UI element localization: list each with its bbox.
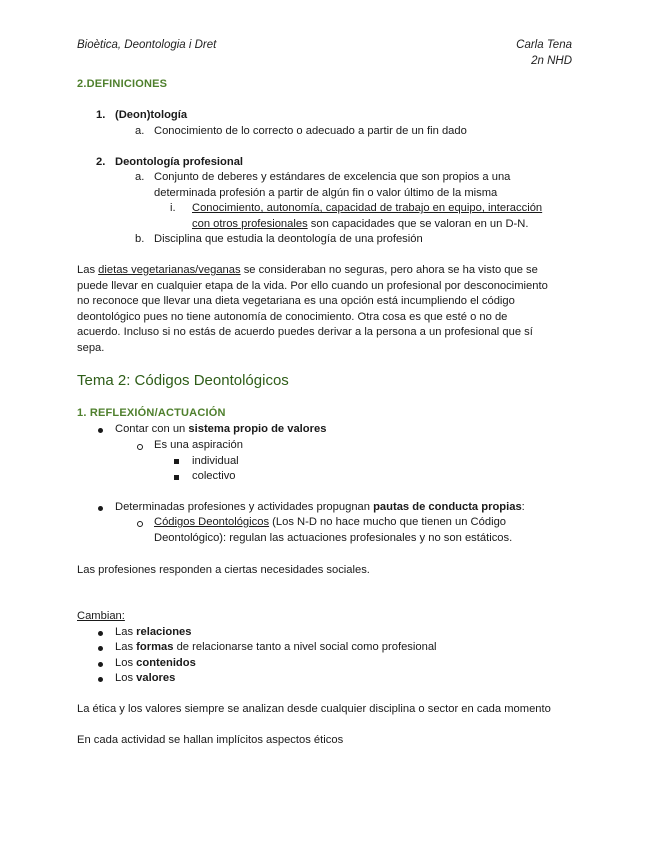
underlined-phrase: con otros profesionales [192,218,308,230]
bold-phrase: valores [136,672,176,684]
definition-text: determinada profesión a partir de algún fin o valor último de la misma [154,187,498,199]
text-span: (Los N-D no hace mucho que tienen un Código [269,516,507,528]
list-number: 1. [96,109,106,121]
header-group: 2n NHD [531,55,572,67]
list-marker: b. [135,233,145,245]
list-marker: a. [135,125,145,137]
bold-phrase: relaciones [136,626,192,638]
bullet-text [115,625,192,640]
definition-title-deontologia-profesional: Deontología profesional [115,156,244,168]
definition-text: Conocimiento, autonomía, capacidad de trabajo en equipo, interacción [192,202,543,214]
section-heading-definiciones: 2.DEFINICIONES [77,78,168,90]
bullet-dot [98,428,103,433]
bold-phrase: contenidos [136,657,196,669]
bullet-dot [98,506,103,511]
header-author: Carla Tena [516,39,572,51]
paragraph-line: En cada actividad se hallan implícitos aspectos éticos [77,734,344,746]
list-marker: a. [135,171,145,183]
text-span: Contar con un [115,423,189,435]
definition-text: Disciplina que estudia la deontología de una profesión [154,233,423,245]
definition-text: Conjunto de deberes y estándares de excelencia que son propios a una [154,171,511,183]
bullet-text: Es una aspiración [154,439,243,451]
bullet-text [154,515,506,530]
paragraph-line: Las profesiones responden a ciertas necesidades sociales. [77,564,370,576]
bullet-text [115,422,326,437]
definition-title-deontologia: (Deon)tología [115,109,188,121]
definition-text [192,217,528,232]
list-number: 2. [96,156,106,168]
text-span: : [521,501,525,513]
bullet-text: Deontológico): regulan las actuaciones profesionales y no son estáticos. [154,532,513,544]
paragraph-line: La ética y los valores siempre se analizan desde cualquier disciplina o sector en cada momento [77,703,551,715]
section-heading-reflexion: 1. REFLEXIÓN/ACTUACIÓN [77,407,226,419]
paragraph-line: acuerdo. Incluso si no estás de acuerdo puedes derivar a la persona a un profesional que sí [77,326,533,338]
bullet-circle [137,444,143,450]
text-span: Las [115,641,137,653]
paragraph-line: no reconoce que llevar una dieta vegetariana es una opción está incumpliendo el código [77,295,515,307]
cambian-label: Cambian: [77,610,125,622]
bullet-square [174,459,179,464]
paragraph-line: sepa. [77,342,105,354]
bold-phrase: sistema propio de valores [188,423,327,435]
bold-phrase: pautas de conducta propias [373,501,522,513]
bullet-text [115,656,196,671]
text-span: Las [115,626,137,638]
bullet-text [115,500,525,515]
text-span: son capacidades que se valoran en un D-N. [307,218,529,230]
bullet-text [115,671,175,686]
bold-phrase: formas [136,641,174,653]
paragraph-line [77,263,538,278]
paragraph-line: puede llevar en cualquier etapa de la vida. Por ello cuando un profesional por desconocimiento [77,280,548,292]
bullet-text: colectivo [192,470,236,482]
bullet-dot [98,677,103,682]
bullet-text [115,640,437,655]
bullet-dot [98,631,103,636]
text-span: se consideraban no seguras, pero ahora se ha visto que se [240,264,538,276]
bullet-dot [98,662,103,667]
header-course: Bioètica, Deontologia i Dret [77,39,217,51]
underlined-phrase: Códigos Deontológicos [154,516,270,528]
bullet-circle [137,521,143,527]
text-span: Las [77,264,99,276]
paragraph-line: deontológico pues no tiene autonomía de conocimiento. Otra cosa es que esté o no de [77,311,508,323]
text-span: de relacionarse tanto a nivel social como profesional [173,641,437,653]
bullet-dot [98,646,103,651]
text-span: Los [115,657,137,669]
definition-text: Conocimiento de lo correcto o adecuado a partir de un fin dado [154,125,467,137]
list-marker: i. [170,202,176,214]
bullet-square [174,475,179,480]
underlined-phrase: dietas vegetarianas/veganas [98,264,241,276]
page-title-tema2: Tema 2: Códigos Deontológicos [77,372,289,389]
bullet-text: individual [192,455,239,467]
text-span: Los [115,672,137,684]
text-span: Determinadas profesiones y actividades propugnan [115,501,374,513]
